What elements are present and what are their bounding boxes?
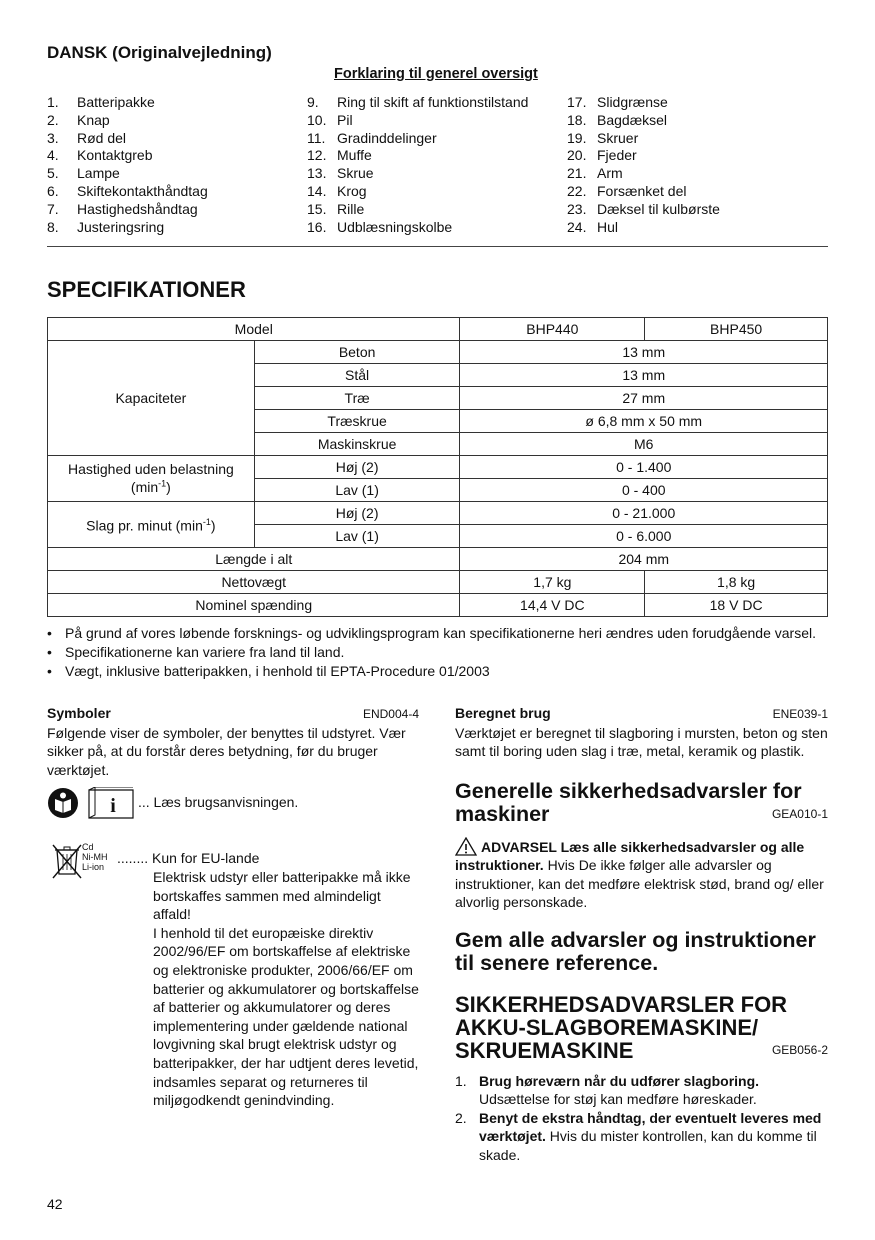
capacity-label: Kapaciteter	[48, 341, 255, 456]
weight-value-bhp440: 1,7 kg	[460, 571, 645, 594]
symbols-code: END004-4	[362, 707, 419, 721]
item-label: Forsænket del	[597, 182, 687, 199]
item-label: Krog	[337, 182, 367, 199]
item-number: 14.	[307, 182, 327, 199]
list-item: • Vægt, inklusive batteripakken, i henhold til EPTA-Procedure 01/2003	[47, 663, 490, 679]
voltage-value-bhp450: 18 V DC	[645, 594, 828, 617]
list-item	[47, 201, 208, 219]
table-row	[48, 548, 828, 571]
table-row	[48, 502, 828, 525]
no-load-label-text: Hastighed uden belastning	[67, 460, 234, 477]
item-label: Fjeder	[597, 147, 637, 164]
item-number: 8.	[47, 218, 59, 235]
item-label: Udblæsningskolbe	[337, 218, 453, 235]
warning-icon	[455, 837, 477, 856]
table-row	[48, 318, 828, 341]
list-item	[307, 130, 528, 148]
spec-value: 0 - 400	[460, 479, 828, 502]
item-label: Rød del	[77, 129, 127, 146]
symbols-title: Symboler	[47, 705, 111, 721]
spec-value: 13 mm	[460, 341, 828, 364]
model-bhp440: BHP440	[460, 318, 645, 341]
eu-only-text: ........ Kun for EU-lande	[117, 850, 260, 866]
item-label: Skrue	[337, 165, 374, 182]
overview-title: Forklaring til generel oversigt	[334, 66, 538, 82]
warning-bold: ADVARSEL Læs alle sikkerhedsadvarsler og alle instruktioner.	[455, 838, 805, 873]
list-item	[567, 147, 720, 165]
drill-safety-title-line-1: SIKKERHEDSADVARSLER FOR	[455, 991, 788, 1017]
table-row	[48, 456, 828, 479]
parts-column-2	[307, 94, 528, 236]
item-number: 1.	[47, 94, 59, 110]
list-item	[47, 130, 208, 148]
item-label: Kontaktgreb	[77, 147, 153, 164]
list-item	[567, 165, 720, 183]
item-number: 23.	[567, 200, 587, 217]
intended-use-header	[455, 704, 828, 724]
item-label: Muffe	[337, 147, 372, 164]
language-title: DANSK (Originalvejledning)	[47, 43, 272, 62]
list-item	[47, 147, 208, 165]
model-bhp450: BHP450	[645, 318, 828, 341]
spec-value: 27 mm	[460, 387, 828, 410]
spec-notes	[47, 624, 828, 681]
spec-value: M6	[460, 433, 828, 456]
spec-value: 0 - 6.000	[460, 525, 828, 548]
general-safety-warning	[455, 838, 828, 912]
spec-value: ø 6,8 mm x 50 mm	[460, 410, 828, 433]
read-manual-symbol-row	[47, 787, 419, 821]
model-label: Model	[48, 318, 460, 341]
warning-text: Hvis De ikke følger alle advarsler og instruktioner, kan det medføre elektrisk stød, brand og/ eller alvorlig personskade.	[455, 857, 824, 910]
list-item	[567, 219, 720, 237]
spec-item: Træ	[254, 387, 460, 410]
item-number: 17.	[567, 94, 587, 110]
symbols-header	[47, 704, 419, 724]
item-number: 11.	[307, 129, 326, 146]
item-label: Justeringsring	[77, 218, 165, 235]
page-number: 42	[47, 1196, 63, 1212]
voltage-value-bhp440: 14,4 V DC	[460, 594, 645, 617]
eu-disposal-text: Elektrisk udstyr eller batteripakke må ikke bortskaffes sammen med almindeligt affald! I henhold til det europæiske direktiv 2002/96/EF om bortskaffelse af elektriske og elektroniske produkter, 2006/66/EF om batterier og akkumulatorer og bortskaffelse af batterier og akkumulatorer og deres implementering under gældende national lovgivning skal brugt elektrisk udstyr og batteripakker, der har udtjent deres levetid, indsamles separat og returneres til miljøgodkendt genindvinding.	[153, 869, 419, 1109]
read-manual-text: ... Læs brugsanvisningen.	[138, 794, 299, 810]
item-label: Knap	[77, 111, 110, 128]
table-row	[48, 571, 828, 594]
list-item	[47, 183, 208, 201]
item-label: Skiftekontakthåndtag	[77, 182, 208, 199]
parts-column-1	[47, 94, 208, 236]
table-row	[48, 594, 828, 617]
item-number: 9.	[307, 94, 319, 110]
general-safety-code: GEA010-1	[771, 807, 828, 821]
list-item	[567, 94, 720, 112]
list-item	[47, 112, 208, 130]
list-item	[307, 219, 528, 237]
drill-safety-code: GEB056-2	[771, 1043, 828, 1057]
voltage-label: Nominel spænding	[48, 594, 460, 617]
length-label: Længde i alt	[48, 548, 460, 571]
spec-item: Lav (1)	[254, 479, 460, 502]
item-number: 24.	[567, 218, 587, 235]
item-number: 21.	[567, 165, 587, 182]
spec-value: 0 - 1.400	[460, 456, 828, 479]
parts-column-3	[567, 94, 720, 236]
list-item	[47, 219, 208, 237]
item-number: 16.	[307, 218, 327, 235]
list-item	[47, 165, 208, 183]
bullet-icon: •	[47, 663, 52, 679]
spec-item: Stål	[254, 364, 460, 387]
item-label: Gradinddelinger	[337, 129, 437, 146]
list-item	[567, 112, 720, 130]
item-label: Ring til skift af funktionstilstand	[337, 94, 529, 110]
item-label: Hul	[597, 218, 619, 235]
item-number: 10.	[307, 111, 327, 128]
item-number: 6.	[47, 182, 59, 199]
length-value: 204 mm	[460, 548, 828, 571]
item-label: Skruer	[597, 129, 639, 146]
spec-item: Maskinskrue	[254, 433, 460, 456]
item-number: 7.	[47, 200, 59, 217]
spec-item: Høj (2)	[254, 456, 460, 479]
item-label: Bagdæksel	[597, 111, 668, 128]
spec-item: Beton	[254, 341, 460, 364]
general-safety-heading	[455, 780, 828, 826]
item-label: Dæksel til kulbørste	[597, 200, 720, 217]
list-item	[307, 183, 528, 201]
bullet-icon: •	[47, 644, 52, 660]
spec-item: Høj (2)	[254, 502, 460, 525]
spec-value: 0 - 21.000	[460, 502, 828, 525]
item-label: Rille	[337, 200, 365, 217]
keep-instructions-title: Gem alle advarsler og instruktioner til senere reference.	[455, 927, 816, 975]
list-item	[307, 112, 528, 130]
general-safety-title: Generelle sikkerhedsadvarsler for maskiner	[455, 778, 802, 826]
spec-value: 13 mm	[460, 364, 828, 387]
item-number: 3.	[47, 129, 59, 146]
list-item	[567, 183, 720, 201]
spec-item: Lav (1)	[254, 525, 460, 548]
drill-safety-title-line-2: AKKU-SLAGBOREMASKINE/	[455, 1014, 759, 1040]
list-item	[307, 201, 528, 219]
intended-use-text: Værktøjet er beregnet til slagboring i mursten, beton og sten samt til boring uden slag i træ, metal, keramik og plastik.	[455, 724, 828, 759]
list-item	[567, 201, 720, 219]
weight-value-bhp450: 1,8 kg	[645, 571, 828, 594]
item-number: 12.	[307, 147, 327, 164]
intended-use-title: Beregnet brug	[455, 705, 551, 721]
crossed-bin-icon	[51, 842, 85, 880]
item-number: 18.	[567, 111, 587, 128]
item-number: 2.	[47, 111, 59, 128]
item-number: 4.	[47, 147, 59, 164]
item-number: 19.	[567, 129, 587, 146]
blows-per-minute-label: Slag pr. minut $(\min^{-1})$	[48, 502, 255, 548]
intended-use-code: ENE039-1	[772, 707, 828, 721]
right-column	[455, 704, 828, 1164]
left-column	[47, 704, 419, 779]
spec-item: Træskrue	[254, 410, 460, 433]
symbols-intro: Følgende viser de symboler, der benyttes til udstyret. Vær sikker på, at du forstår deres betydning, før du bruger værktøjet.	[47, 724, 406, 778]
item-number: 13.	[307, 165, 327, 182]
list-item	[307, 147, 528, 165]
list-item	[567, 130, 720, 148]
no-load-unit: $(\min^{-1})$	[130, 478, 171, 496]
divider	[47, 246, 828, 247]
list-item	[307, 94, 528, 112]
table-row	[48, 341, 828, 364]
drill-safety-list	[455, 1072, 828, 1165]
drill-safety-heading	[455, 993, 828, 1062]
item-number: 15.	[307, 200, 327, 217]
drill-safety-title-line-3: SKRUEMASKINE	[455, 1037, 634, 1063]
battery-chemistry-labels: Cd Ni-MH Li-ion	[82, 842, 108, 872]
list-item: 2. Benyt de ekstra håndtag, der eventuelt leveres med værktøjet. Hvis du mister kontrollen, kan du komme til skade.	[455, 1109, 822, 1163]
read-manual-icon	[47, 787, 137, 821]
item-label: Batteripakke	[77, 94, 155, 110]
svg-text:i: i	[110, 795, 116, 817]
list-item: • På grund af vores løbende forsknings- og udviklingsprogram kan specifikationerne heri ændres uden forudgående varsel.	[47, 625, 816, 641]
specifications-table	[47, 317, 828, 617]
item-label: Pil	[337, 111, 353, 128]
no-load-speed-label	[48, 456, 255, 502]
item-label: Hastighedshåndtag	[77, 200, 198, 217]
list-item	[307, 165, 528, 183]
item-label: Arm	[597, 165, 623, 182]
specifications-title: SPECIFIKATIONER	[47, 277, 246, 302]
disposal-symbol-row	[47, 842, 419, 1132]
item-number: 22.	[567, 182, 587, 199]
item-number: 20.	[567, 147, 587, 164]
list-item	[47, 94, 208, 112]
list-item: 1. Brug høreværn når du udfører slagboring. Udsættelse for støj kan medføre høreskader.	[455, 1072, 760, 1107]
bullet-icon: •	[47, 625, 52, 641]
weight-label: Nettovægt	[48, 571, 460, 594]
item-label: Slidgrænse	[597, 94, 668, 110]
list-item: • Specifikationerne kan variere fra land til land.	[47, 644, 345, 660]
item-number: 5.	[47, 165, 59, 182]
item-label: Lampe	[77, 165, 120, 182]
